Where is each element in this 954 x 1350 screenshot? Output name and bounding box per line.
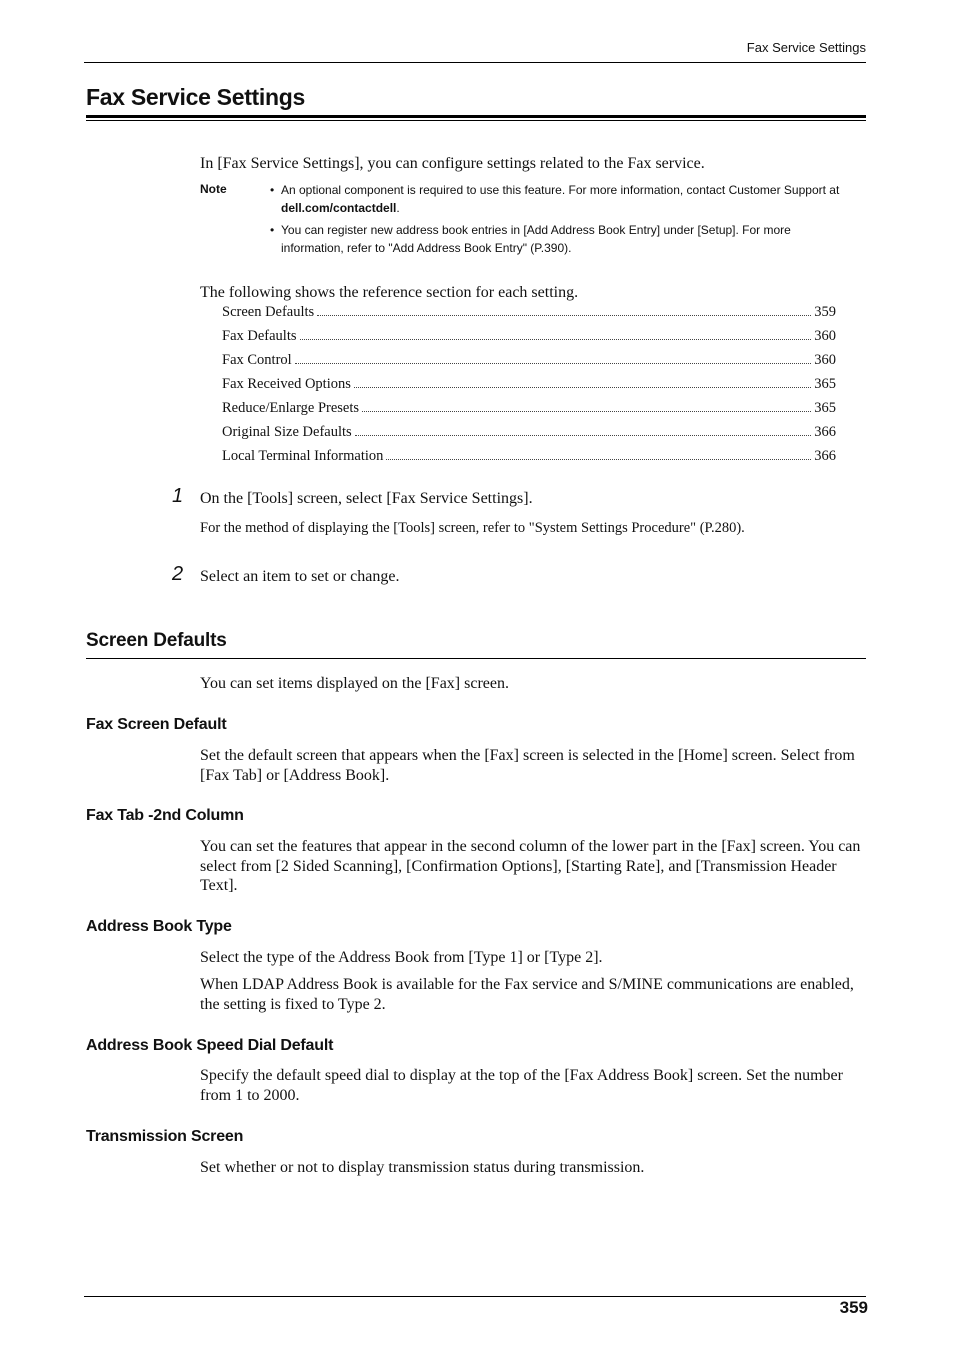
toc-leader-dots: [386, 459, 811, 460]
toc-leader-dots: [354, 387, 811, 388]
toc-entry[interactable]: [222, 376, 836, 400]
subsection-paragraph: Set whether or not to display transmission status during transmission.: [200, 1159, 645, 1176]
subsection-heading: Address Book Speed Dial Default: [86, 1037, 334, 1054]
toc-entry-label: Fax Received Options: [222, 376, 351, 392]
toc-entry-label: Screen Defaults: [222, 304, 315, 320]
section-title: Screen Defaults: [86, 630, 227, 651]
toc-entry-label: Local Terminal Information: [222, 448, 384, 464]
toc-leader-dots: [300, 339, 812, 340]
title-underline-thin: [86, 120, 866, 121]
reference-table-of-contents: [222, 304, 836, 472]
note-item: [270, 221, 840, 257]
toc-leader-dots: [295, 363, 812, 364]
section-intro: You can set items displayed on the [Fax] screen.: [200, 675, 509, 692]
step-subtext: For the method of displaying the [Tools] screen, refer to "System Settings Procedure" (P.280).: [200, 520, 745, 536]
toc-entry[interactable]: [222, 304, 836, 328]
toc-leader-dots: [355, 435, 812, 436]
subsection-paragraph: Select the type of the Address Book from [Type 1] or [Type 2].: [200, 949, 603, 966]
title-underline-thick: [86, 115, 866, 118]
step-text: Select an item to set or change.: [200, 568, 400, 585]
page-title: Fax Service Settings: [86, 84, 305, 110]
toc-entry[interactable]: [222, 448, 836, 472]
toc-entry-page: 360: [814, 328, 836, 344]
note-item: • An optional component is required to use this feature. For more information, contact Customer Support at dell.com/contactdell.: [270, 183, 840, 215]
toc-entry-label: Fax Control: [222, 352, 292, 368]
toc-entry-page: 359: [814, 304, 836, 320]
toc-entry[interactable]: [222, 424, 836, 448]
note-label: Note: [200, 182, 227, 196]
subsection-heading: Fax Screen Default: [86, 716, 227, 733]
toc-entry-page: 366: [814, 424, 836, 440]
toc-leader-dots: [317, 315, 811, 316]
bullet-icon: •: [270, 223, 275, 237]
support-link[interactable]: dell.com/contactdell: [281, 201, 397, 215]
toc-entry[interactable]: [222, 328, 836, 352]
section-underline: [86, 658, 866, 659]
subsection-paragraph: When LDAP Address Book is available for the Fax service and S/MINE communications are enabled, the setting is fixed to Type 2.: [200, 976, 854, 1013]
page-number: 359: [839, 1298, 868, 1317]
step-text: On the [Tools] screen, select [Fax Service Settings].: [200, 490, 533, 507]
subsection-heading: Transmission Screen: [86, 1128, 244, 1145]
toc-entry-page: 365: [814, 400, 836, 416]
toc-entry-label: Reduce/Enlarge Presets: [222, 400, 360, 416]
toc-entry[interactable]: [222, 352, 836, 376]
step-number: 1: [172, 485, 184, 507]
toc-leader-dots: [362, 411, 811, 412]
note-text: An optional component is required to use this feature. For more information, contact Customer Support at: [281, 183, 840, 197]
subsection-paragraph: You can set the features that appear in the second column of the lower part in the [Fax] screen. You can select from [2 Sided Scanning], [Confirmation Options], [Starting Rate], and [Transmission Header Text].: [200, 838, 861, 894]
toc-entry-page: 366: [814, 448, 836, 464]
footer-divider: [84, 1296, 866, 1297]
toc-entry[interactable]: [222, 400, 836, 424]
bullet-icon: •: [270, 183, 275, 197]
subsection-paragraph: Specify the default speed dial to display at the top of the [Fax Address Book] screen. Set the number from 1 to 2000.: [200, 1067, 843, 1104]
reference-intro: The following shows the reference section for each setting.: [200, 284, 579, 301]
intro-paragraph: In [Fax Service Settings], you can configure settings related to the Fax service.: [200, 155, 705, 172]
subsection-paragraph: Set the default screen that appears when the [Fax] screen is selected in the [Home] screen. Select from [Fax Tab] or [Address Book].: [200, 747, 855, 784]
subsection-heading: Address Book Type: [86, 918, 232, 935]
header-divider: [84, 62, 866, 63]
toc-entry-page: 360: [814, 352, 836, 368]
note-text: You can register new address book entries in [Add Address Book Entry] under [Setup]. For more information, refer to "Add Address Book Entry" (P.390).: [281, 223, 791, 255]
toc-entry-label: Original Size Defaults: [222, 424, 352, 440]
toc-entry-page: 365: [814, 376, 836, 392]
running-header: Fax Service Settings: [746, 40, 866, 55]
step-number: 2: [172, 563, 184, 585]
subsection-heading: Fax Tab -2nd Column: [86, 807, 244, 824]
toc-entry-label: Fax Defaults: [222, 328, 297, 344]
